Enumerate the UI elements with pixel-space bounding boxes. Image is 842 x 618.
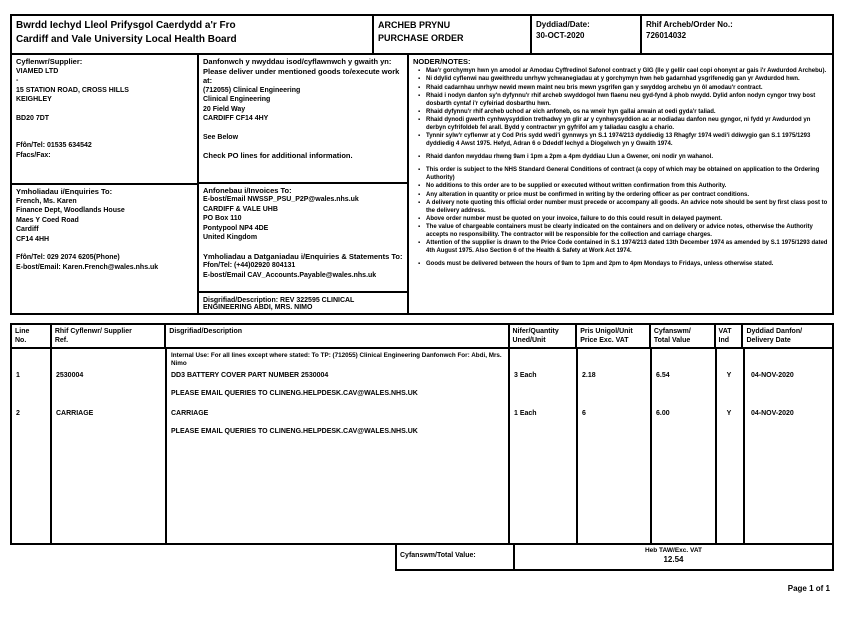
bullet-icon <box>413 154 426 161</box>
supplier-label: Cyflenwr/Supplier: <box>16 57 83 66</box>
statements-label: Ymholiadau a Datganiadau i/Enquiries & Statements To: <box>203 251 403 261</box>
deliver-address-line: 20 Field Way <box>203 105 246 113</box>
bullet-icon <box>413 240 426 255</box>
supplier-address-line: 15 STATION ROAD, CROSS HILLS <box>16 86 129 94</box>
column-header-unit-price: Pris Unigol/Unit Price Exc. VAT <box>577 325 651 347</box>
supplier-address-line <box>16 105 193 114</box>
bullet-icon <box>413 76 426 83</box>
item-delivery-date: 04-NOV-2020 <box>751 410 794 417</box>
line-items-table <box>10 323 834 545</box>
invoices-address-line: United Kingdom <box>203 234 258 242</box>
line-items-body <box>12 349 832 543</box>
column-header-vat-ind: VAT Ind <box>716 325 744 347</box>
supplier-phone: Ffôn/Tel: 01535 634542 <box>16 142 92 149</box>
notes-english-delivery-hours <box>413 261 828 268</box>
notes-panel <box>407 55 832 313</box>
org-name-welsh: Bwrdd Iechyd Lleol Prifysgol Caerdydd a'r Fro <box>16 20 236 31</box>
note-item: ▪ Rhaid i nodyn danfon sy'n dyfynnu'r rhif archeb swyddogol hwn flaenu neu gyd-fynd â phob nwydd. Dylid anfon nodyn cyngor trwy bost dosbarth cyntaf i'r cyfeiriad dosbarthu hwn. <box>413 93 828 108</box>
column-header-delivery-date: Dyddiad Danfon/ Delivery Date <box>746 328 803 344</box>
item-note: PLEASE EMAIL QUERIES TO CLINENG.HELPDESK.CAV@WALES.NHS.UK <box>171 390 418 397</box>
order-number-value: 726014032 <box>646 31 687 40</box>
note-item: ▪ Rhaid dyfynnu'r rhif archeb uchod ar eich anfoneb, os na wneir hyn gallai arwain at oedi gyda'r taliad. <box>413 109 828 116</box>
column-header-supplier-ref: Rhif Cyflenwr/ Supplier Ref. <box>52 325 166 347</box>
document-header <box>10 14 834 55</box>
line-no: 1 <box>16 372 20 379</box>
deliver-address-line: Clinical Engineering <box>203 96 271 103</box>
description-value: REV 322595 CLINICAL ENGINEERING ABDI, MRS. NIMO <box>203 297 355 311</box>
enquiries-address-line: Maes Y Coed Road <box>16 216 79 224</box>
statements-email: E-bost/Email CAV_Accounts.Payable@wales.nhs.uk <box>203 271 377 279</box>
item-note: PLEASE EMAIL QUERIES TO CLINENG.HELPDESK.CAV@WALES.NHS.UK <box>171 428 418 435</box>
supplier-ref: 2530004 <box>56 372 84 379</box>
supplier-postcode: BD20 7DT <box>16 114 50 122</box>
invoices-org: CARDIFF & VALE UHB <box>203 205 278 213</box>
description-label: Disgrifiad/Description: <box>203 297 279 304</box>
line-items-header <box>12 325 832 349</box>
order-date-label: Dyddiad/Date: <box>536 20 590 29</box>
enquiries-email: E-bost/Email: Karen.French@wales.nhs.uk <box>16 263 159 271</box>
statements-phone: Ffon/Tel: (+44)02920 804131 <box>203 262 296 270</box>
item-description: CARRIAGE <box>171 410 209 417</box>
enquiries-postcode: CF14 4HH <box>16 235 50 243</box>
note-item: ▪ No additions to this order are to be supplied or executed without written confirmation from this Authority. <box>413 183 828 190</box>
notes-label: NODER/NOTES: <box>413 57 471 66</box>
item-quantity: 3 Each <box>514 372 537 379</box>
notes-welsh-delivery-hours <box>413 154 828 161</box>
note-item: ▪ Any alteration in quantity or price must be confirmed in writing by the ordering officer as per contract conditions. <box>413 192 828 199</box>
bullet-icon <box>413 167 426 182</box>
item-delivery-date: 04-NOV-2020 <box>751 372 794 379</box>
item-unit-price: 2.18 <box>582 372 596 379</box>
item-description: DD3 BATTERY COVER PART NUMBER 2530004 <box>171 372 329 379</box>
column-header-line-no: Line No. <box>12 325 52 347</box>
note-item: ▪ Mae'r gorchymyn hwn yn amodol ar Amodau Cyffredinol Safonol contract y GIG (lle y gellir cael copi ohonynt ar gais i'r Awdurdod Archebu). <box>413 68 828 75</box>
supplier-box <box>12 55 197 183</box>
doc-title-welsh: ARCHEB PRYNU <box>378 20 451 30</box>
invoices-box <box>199 182 407 291</box>
invoices-address-line: PO Box 110 <box>203 215 242 223</box>
note-item: ▪ The value of chargeable containers must be clearly indicated on the containers and on delivery or advice notes, otherwise the Authority accepts no responsibility. The contractor will be responsible for the collection and carriage charges. <box>413 224 828 239</box>
order-number-label: Rhif Archeb/Order No.: <box>646 20 733 29</box>
notes-english-group <box>413 167 828 254</box>
see-below-note: See Below <box>203 133 239 141</box>
notes-welsh-group <box>413 68 828 148</box>
totals-row <box>10 545 834 571</box>
supplier-fax-label: Ffacs/Fax: <box>16 151 51 159</box>
deliver-address-line: CARDIFF CF14 4HY <box>203 115 269 122</box>
column-header-quantity: Nifer/Quantity Uned/Unit <box>510 325 578 347</box>
check-po-lines-note: Check PO lines for additional information. <box>203 151 353 160</box>
bullet-icon <box>413 68 426 75</box>
bullet-icon <box>413 183 426 190</box>
enquiries-box <box>12 183 197 293</box>
note-item: ▪ Attention of the supplier is drawn to the Price Code contained in S.1 1974/213 dated 13th December 1974 as amended by S.1 1975/1293 dated 4th August 1975. Also Section 6 of the Health & Safety at Work Act 1974. <box>413 240 828 255</box>
item-unit-price: 6 <box>582 410 586 417</box>
bullet-icon <box>413 93 426 108</box>
order-date-value: 30-OCT-2020 <box>536 31 585 40</box>
main-section <box>10 55 834 315</box>
line-no: 2 <box>16 410 20 417</box>
invoices-address-line: Pontypool NP4 4DE <box>203 224 269 232</box>
internal-use-note: Internal Use: For all lines except where stated: To TP: (712055) Clinical Engineering Danfonwch For: Abdi, Mrs. Nimo <box>171 352 502 367</box>
note-item: ▪ A delivery note quoting this official order number must precede or accompany all goods. An advice note should be sent by first class post to the delivery address. <box>413 200 828 215</box>
left-column <box>12 55 197 313</box>
enquiries-phone: Ffôn/Tel: 029 2074 6205(Phone) <box>16 254 120 261</box>
total-value-box <box>515 545 834 571</box>
supplier-ref: CARRIAGE <box>56 410 94 417</box>
note-item: ▪ Rhaid dynodi gwerth cynhwysyddion trethadwy yn glir ar y cynhwysyddion ac ar nodiadau danfon neu gyngor, ni fydd yr Awdurdod yn derbyn cyfrifoldeb fel arall. Bydd y contractwr yn gyfrifol am y taliadau casglu a chario. <box>413 117 828 132</box>
invoices-email: E-bost/Email NWSSP_PSU_P2P@wales.nhs.uk <box>203 196 359 204</box>
bullet-icon <box>413 224 426 239</box>
bullet-icon <box>413 261 426 268</box>
enquiries-address-line: Cardiff <box>16 226 39 233</box>
enquiries-address-line: Finance Dept, Woodlands House <box>16 207 125 214</box>
supplier-address-line: - <box>16 77 19 84</box>
bullet-icon <box>413 192 426 199</box>
deliver-address-line: (712055) Clinical Engineering <box>203 86 301 94</box>
invoices-label: Anfonebau i/Invoices To: <box>203 185 292 195</box>
bullet-icon <box>413 109 426 116</box>
total-value-label: Cyfanswm/Total Value: <box>395 545 515 571</box>
item-total-value: 6.00 <box>656 410 670 417</box>
note-item: ▪ Goods must be delivered between the hours of 9am to 1pm and 2pm to 4pm Mondays to Fridays, unless otherwise stated. <box>413 261 828 268</box>
middle-column <box>197 55 407 313</box>
column-header-description: Disgrifiad/Description <box>166 325 509 347</box>
org-name-english: Cardiff and Vale University Local Health Board <box>16 34 237 45</box>
note-item: ▪ This order is subject to the NHS Standard General Conditions of contract (a copy of which may be obtained on application to the Ordering Authority) <box>413 167 828 182</box>
enquiries-label: Ymholiadau i/Enquiries To: <box>16 187 113 196</box>
page-number: Page 1 of 1 <box>787 584 830 593</box>
bullet-icon <box>413 216 426 223</box>
bullet-icon <box>413 200 426 215</box>
exc-vat-label: Heb TAW/Exc. VAT <box>644 547 703 554</box>
column-header-total-value: Cyfanswm/ Total Value <box>651 325 716 347</box>
item-total-value: 6.54 <box>656 372 670 379</box>
note-item: ▪ Rhaid cadarnhau unrhyw newid mewn maint neu bris mewn ysgrifen gan y swyddog archebu yn ôl amodau'r contract. <box>413 85 828 92</box>
note-item: ▪ Above order number must be quoted on your invoice, failure to do this could result in delayed payment. <box>413 216 828 223</box>
bullet-icon <box>413 85 426 92</box>
note-item: ▪ Tynnir sylw'r cyflenwr at y Cod Pris sydd wedi'i gynnwys yn S.1 1974/213 dyddiedig 13 Rhagfyr 1974 wedi'i ddiwygio gan S.1 1975/1293 dyddiedig 4 Awst 1975. Hefyd, Adran 6 o Ddeddf Iechyd a Diogelwch yn y Gwaith 1974. <box>413 133 828 148</box>
note-item: ▪ Ni ddylid cyflenwi nau gweithredu unrhyw ychwanegiadau at y gorchymyn hwn heb gadarnhad ysgrifenedig gan yr Awdurdod hwn. <box>413 76 828 83</box>
bullet-icon <box>413 117 426 132</box>
document-title <box>372 16 530 53</box>
deliver-to-label: Danfonwch y nwyddau isod/cyflawnwch y gwaith yn: Please deliver under mentioned goods to/execute work at: <box>203 57 400 85</box>
item-quantity: 1 Each <box>514 410 537 417</box>
bullet-icon <box>413 133 426 148</box>
doc-title-english: PURCHASE ORDER <box>378 33 464 43</box>
document-body <box>10 14 834 614</box>
description-row <box>199 291 407 313</box>
note-item: ▪ Rhaid danfon nwyddau rhwng 9am i 1pm a 2pm a 4pm dyddiau Llun a Gwener, oni nodir yn wahanol. <box>413 154 828 161</box>
order-number-box <box>640 16 832 53</box>
item-vat-ind: Y <box>726 372 732 379</box>
deliver-to-box <box>199 55 407 182</box>
order-date-box <box>530 16 640 53</box>
supplier-address-line: KEIGHLEY <box>16 96 52 103</box>
supplier-name: VIAMED LTD <box>16 67 59 75</box>
organisation-name <box>12 16 372 53</box>
enquiries-contact-name: French, Ms. Karen <box>16 197 77 205</box>
total-value-amount: 12.54 <box>663 555 684 564</box>
item-vat-ind: Y <box>726 410 732 417</box>
